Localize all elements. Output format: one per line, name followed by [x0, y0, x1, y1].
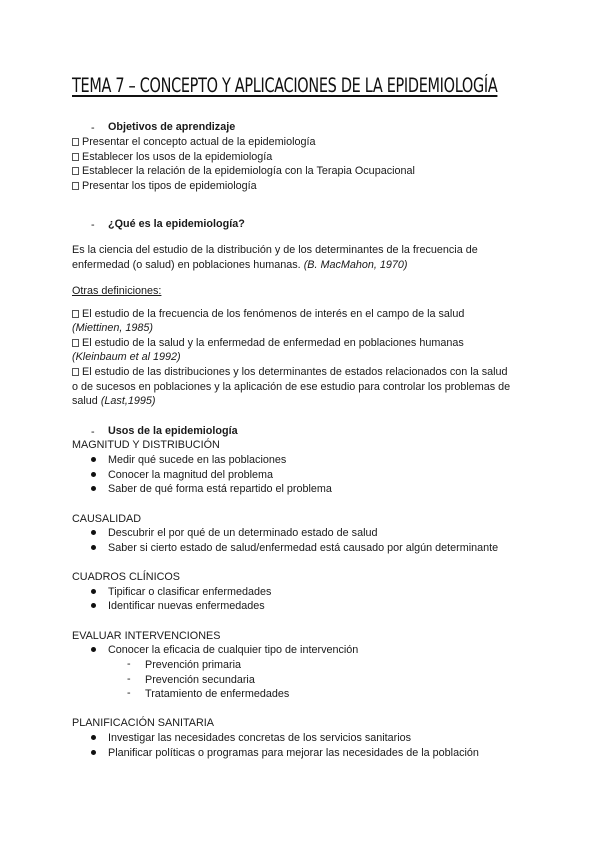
definition-item: El estudio de las distribuciones y los determinantes de estados relacionados con la salud	[72, 365, 508, 380]
sub-list-item: Prevención secundaria	[145, 674, 255, 686]
bullet-icon	[91, 603, 96, 608]
checkbox-icon	[72, 167, 79, 175]
list-item: Establecer los usos de la epidemiología	[72, 150, 272, 165]
sub-list-item: Tratamiento de enfermedades	[145, 688, 290, 700]
checkbox-icon	[72, 368, 79, 376]
definition-text: salud (Last,1995)	[72, 395, 156, 407]
list-item: Medir qué sucede en las poblaciones	[108, 454, 287, 466]
heading-dash: -	[91, 122, 95, 134]
bullet-icon	[91, 486, 96, 491]
sub-dash: -	[127, 673, 131, 685]
list-item: Descubrir el por qué de un determinado estado de salud	[108, 527, 378, 539]
list-item: Presentar los tipos de epidemiología	[72, 179, 257, 194]
bullet-icon	[91, 472, 96, 477]
list-item: Presentar el concepto actual de la epidemiología	[72, 135, 315, 150]
checkbox-icon	[72, 153, 79, 161]
section-heading-uses: Usos de la epidemiología	[108, 425, 238, 437]
list-item: Investigar las necesidades concretas de los servicios sanitarios	[108, 732, 412, 744]
page-title: TEMA 7 – CONCEPTO Y APLICACIONES DE LA EPIDEMIOLOGÍA	[72, 74, 498, 97]
list-item: Saber si cierto estado de salud/enfermedad está causado por algún determinante	[108, 542, 499, 554]
definition-text: Es la ciencia del estudio de la distribución y de los determinantes de la frecuencia de	[72, 244, 478, 256]
group-label: MAGNITUD Y DISTRIBUCIÓN	[72, 439, 220, 451]
group-label: CAUSALIDAD	[72, 513, 141, 525]
checkbox-icon	[72, 138, 79, 146]
sub-list-item: Prevención primaria	[145, 659, 242, 671]
definition-text: o de sucesos en poblaciones y la aplicación de ese estudio para controlar los problemas de	[72, 381, 511, 393]
sub-dash: -	[127, 658, 131, 670]
group-label: EVALUAR INTERVENCIONES	[72, 630, 221, 642]
section-heading-objectives: Objetivos de aprendizaje	[108, 121, 236, 133]
other-definitions-label: Otras definiciones:	[72, 285, 162, 297]
definition-item: El estudio de la frecuencia de los fenómenos de interés en el campo de la salud	[72, 307, 464, 322]
definition-item: El estudio de la salud y la enfermedad de enfermedad en poblaciones humanas	[72, 336, 464, 351]
checkbox-icon	[72, 182, 79, 190]
bullet-icon	[91, 589, 96, 594]
citation: (Kleinbaum et al 1992)	[72, 351, 181, 363]
checkbox-icon	[72, 339, 79, 347]
heading-dash: -	[91, 219, 95, 231]
bullet-icon	[91, 750, 96, 755]
list-item: Conocer la magnitud del problema	[108, 469, 274, 481]
list-item: Identificar nuevas enfermedades	[108, 600, 265, 612]
list-item: Tipificar o clasificar enfermedades	[108, 586, 272, 598]
bullet-icon	[91, 457, 96, 462]
list-item: Saber de qué forma está repartido el problema	[108, 483, 332, 495]
list-item: Conocer la eficacia de cualquier tipo de intervención	[108, 644, 359, 656]
section-heading-what-is: ¿Qué es la epidemiología?	[108, 218, 245, 230]
citation: (Miettinen, 1985)	[72, 322, 154, 334]
bullet-icon	[91, 530, 96, 535]
definition-text: enfermedad (o salud) en poblaciones humanas. (B. MacMahon, 1970)	[72, 259, 408, 271]
bullet-icon	[91, 545, 96, 550]
list-item: Establecer la relación de la epidemiología con la Terapia Ocupacional	[72, 164, 415, 179]
sub-dash: -	[127, 687, 131, 699]
bullet-icon	[91, 735, 96, 740]
bullet-icon	[91, 647, 96, 652]
heading-dash: -	[91, 426, 95, 438]
list-item: Planificar políticas o programas para mejorar las necesidades de la población	[108, 747, 479, 759]
group-label: CUADROS CLÍNICOS	[72, 571, 180, 583]
checkbox-icon	[72, 310, 79, 318]
group-label: PLANIFICACIÓN SANITARIA	[72, 717, 214, 729]
